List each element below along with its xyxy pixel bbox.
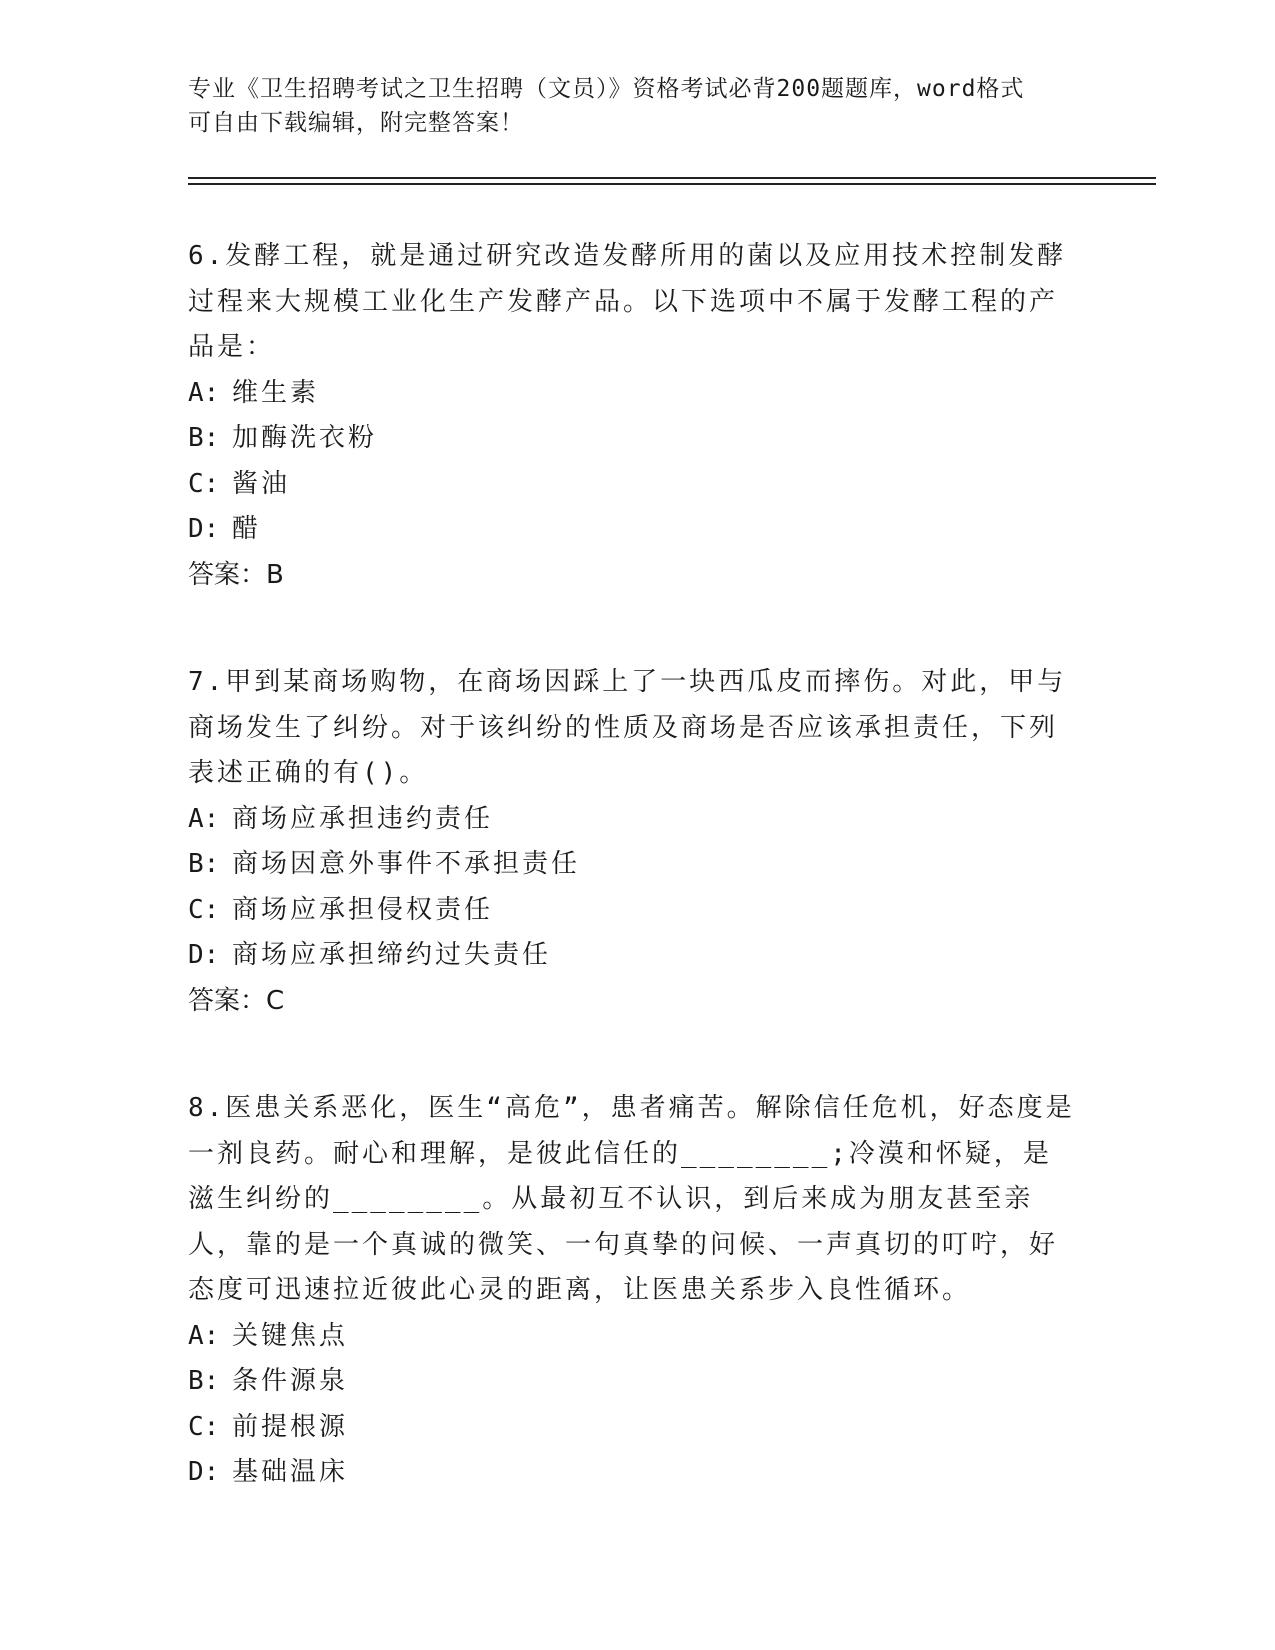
option-text: 酱油 — [232, 468, 291, 499]
question-list — [188, 234, 1078, 1558]
option-key: C: — [188, 894, 220, 925]
option-key: B: — [188, 1366, 220, 1396]
option-key: D: — [188, 514, 220, 544]
option-text: 商场应承担缔约过失责任 — [232, 940, 552, 970]
option-text: 基础温床 — [232, 1457, 349, 1487]
question-8 — [188, 1086, 1078, 1496]
option-key: D: — [188, 940, 220, 970]
option-text: 加酶洗衣粉 — [232, 423, 378, 453]
option-d — [188, 1450, 1078, 1496]
option-key: C: — [188, 1411, 220, 1442]
option-text: 商场应承担侵权责任 — [232, 894, 494, 925]
option-text: 商场应承担违约责任 — [232, 803, 494, 834]
option-text: 醋 — [232, 514, 262, 544]
option-key: D: — [188, 1457, 220, 1487]
option-text: 前提根源 — [232, 1411, 349, 1442]
header-divider-top — [188, 177, 1156, 179]
option-a — [188, 797, 1078, 843]
question-stem: 7.甲到某商场购物，在商场因踩上了一块西瓜皮而摔伤。对此，甲与商场发生了纠纷。对于该纠纷的性质及商场是否应该承担责任，下列表述正确的有()。 — [188, 667, 1067, 788]
option-key: B: — [188, 423, 220, 453]
option-c — [188, 462, 1078, 508]
option-a — [188, 1314, 1078, 1360]
answer-line: 答案：B — [188, 559, 284, 590]
document-header — [188, 72, 1088, 140]
option-c — [188, 1405, 1078, 1451]
option-text: 维生素 — [232, 377, 320, 408]
question-7 — [188, 660, 1078, 1024]
option-text: 关键焦点 — [232, 1320, 349, 1351]
question-6 — [188, 234, 1078, 598]
option-key: B: — [188, 849, 220, 879]
option-d — [188, 507, 1078, 553]
header-title-line-2: 可自由下载编辑，附完整答案！ — [188, 110, 524, 136]
option-d — [188, 933, 1078, 979]
option-b — [188, 416, 1078, 462]
option-c — [188, 888, 1078, 934]
option-text: 条件源泉 — [232, 1366, 349, 1396]
header-divider-bottom — [188, 183, 1156, 185]
option-key: A: — [188, 803, 220, 834]
option-text: 商场因意外事件不承担责任 — [232, 849, 581, 879]
question-stem: 6.发酵工程，就是通过研究改造发酵所用的菌以及应用技术控制发酵过程来大规模工业化生产发酵产品。以下选项中不属于发酵工程的产品是： — [188, 241, 1067, 362]
header-title-line-1: 专业《卫生招聘考试之卫生招聘（文员）》资格考试必背200题题库，word格式 — [188, 76, 1025, 102]
option-key: A: — [188, 377, 220, 408]
answer-line: 答案：C — [188, 985, 285, 1016]
option-a — [188, 371, 1078, 417]
option-b — [188, 1359, 1078, 1405]
option-key: A: — [188, 1320, 220, 1351]
option-b — [188, 842, 1078, 888]
question-stem: 8.医患关系恶化，医生“高危”，患者痛苦。解除信任危机，好态度是一剂良药。耐心和理解，是彼此信任的________;冷漠和怀疑，是滋生纠纷的________。从最初互不认识，到后来成为朋友甚至亲人，靠的是一个真诚的微笑、一句真挚的问候、一声真切的叮咛，好态度可迅速拉近彼此心灵的距离，让医患关系步入良性循环。 — [188, 1093, 1075, 1305]
option-key: C: — [188, 468, 220, 499]
